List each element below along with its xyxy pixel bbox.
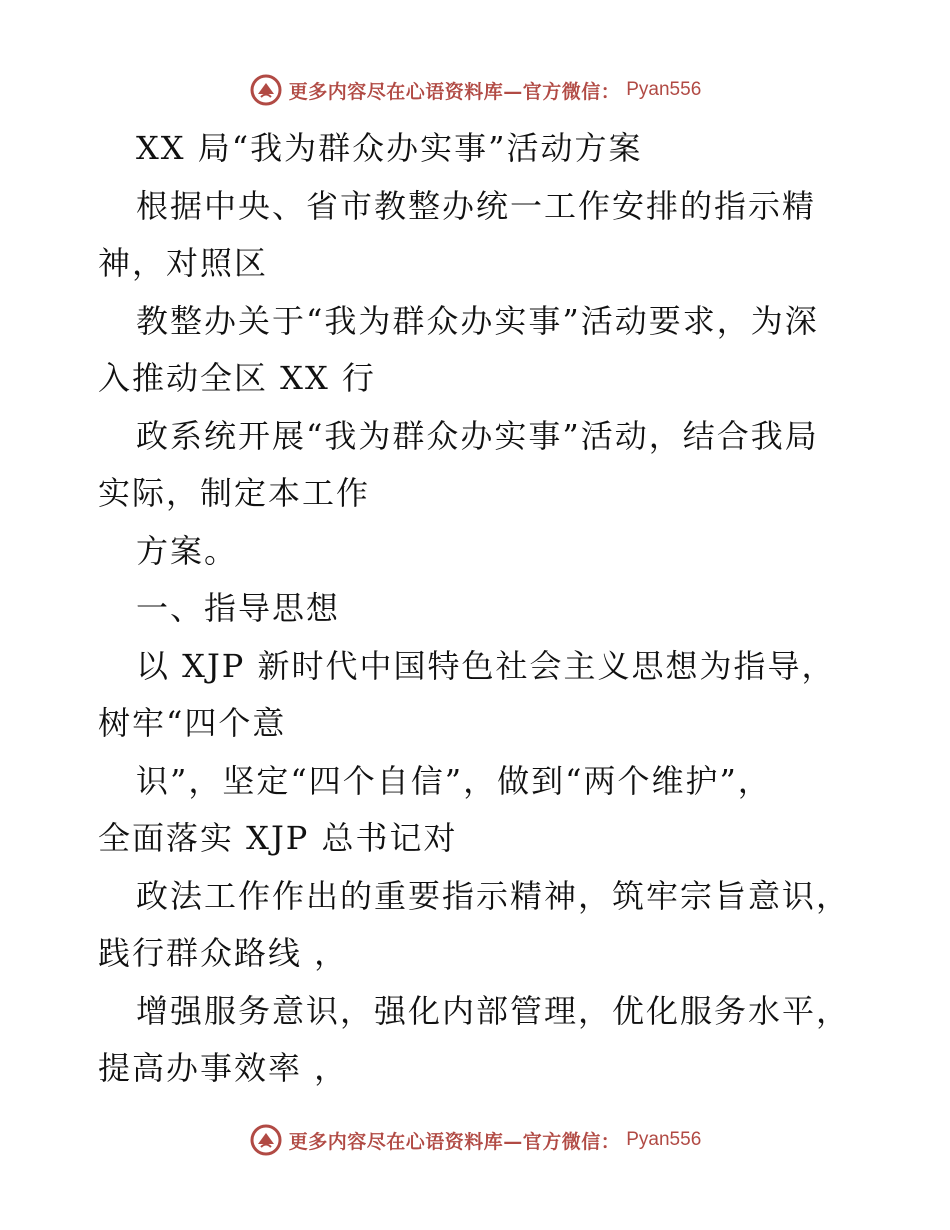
document-body (98, 120, 858, 1098)
paragraph-line: 实际，制定本工作 (98, 474, 371, 512)
paragraph-line: 增强服务意识，强化内部管理，优化服务水平， (136, 991, 851, 1030)
watermark-contact: Pyan556 (626, 79, 702, 100)
paragraph-line: 根据中央、省市教整办统一工作安排的指示精 (136, 186, 817, 225)
paragraph-line: 识”，坚定“四个自信”，做到“两个维护”， (136, 761, 772, 800)
book-logo-icon (249, 1123, 283, 1157)
book-logo-icon (249, 73, 283, 107)
paragraph-line: 提高办事效率 ， (98, 1049, 349, 1087)
watermark-text: 更多内容尽在心语资料库—官方微信： (288, 1130, 621, 1153)
paragraph-line: 树牢“四个意 (98, 704, 287, 742)
paragraph-line: 教整办关于“我为群众办实事”活动要求，为深 (136, 301, 819, 340)
paragraph-line: 全面落实 XJP 总书记对 (98, 819, 458, 857)
document-title: XX 局“我为群众办实事”活动方案 (136, 129, 643, 167)
watermark-header (0, 70, 950, 110)
paragraph-line: 以 XJP 新时代中国特色社会主义思想为指导， (136, 646, 836, 685)
watermark-text: 更多内容尽在心语资料库—官方微信： (288, 80, 621, 103)
paragraph-line: 政系统开展“我为群众办实事”活动，结合我局 (136, 416, 819, 455)
watermark-footer (0, 1120, 950, 1160)
paragraph-line: 入推动全区 XX 行 (98, 359, 376, 397)
paragraph-line: 政法工作作出的重要指示精神，筑牢宗旨意识， (136, 876, 851, 915)
paragraph-line: 方案。 (136, 531, 239, 570)
paragraph-line: 践行群众路线 ， (98, 934, 349, 972)
section-heading: 一、指导思想 (136, 589, 341, 627)
paragraph-line: 神，对照区 (98, 244, 269, 282)
watermark-contact: Pyan556 (626, 1129, 702, 1150)
